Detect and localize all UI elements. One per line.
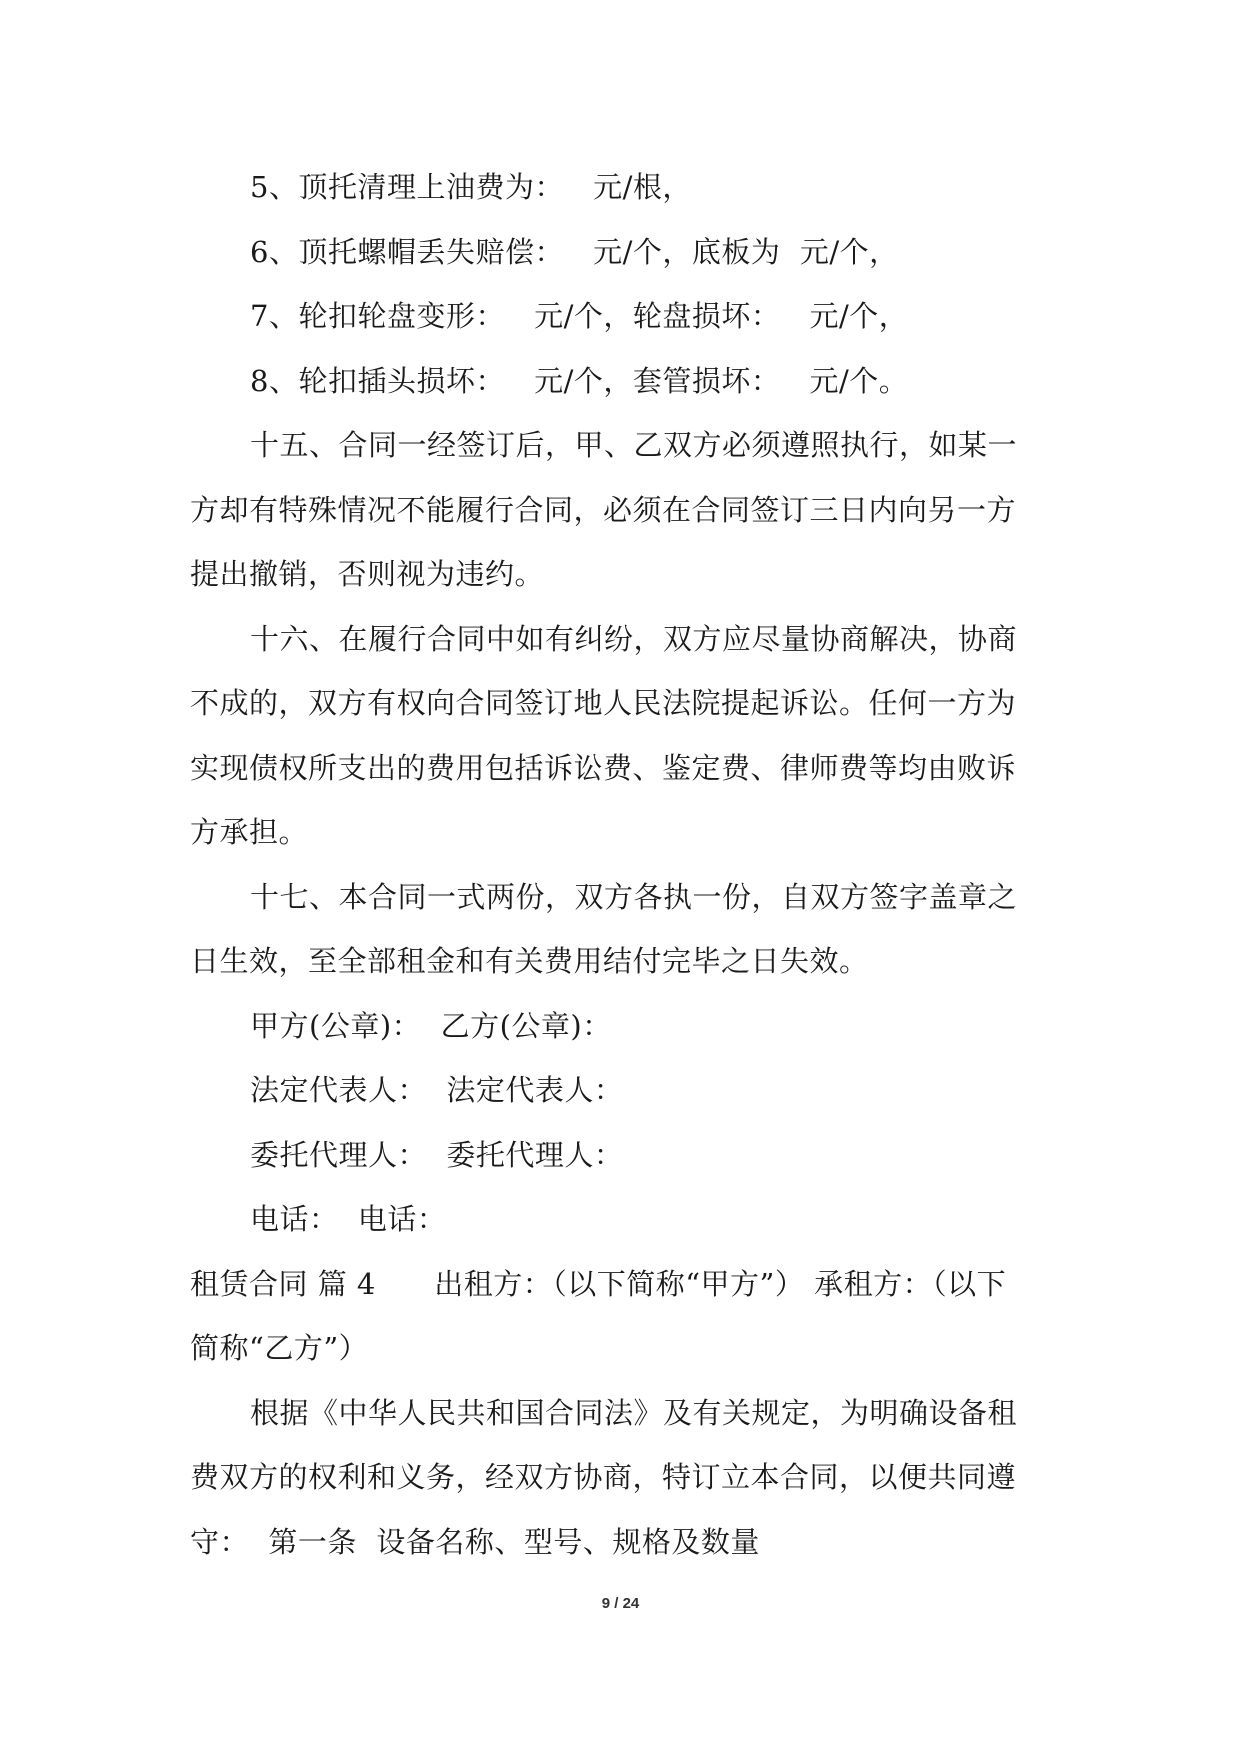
paragraph-sign-phone bbox=[190, 1187, 1060, 1252]
text-line: 租赁合同 篇 4 出租方：（以下简称“甲方”） 承租方：（以下 bbox=[190, 1266, 1007, 1301]
text-line: 守： 第一条 设备名称、型号、规格及数量 bbox=[190, 1524, 760, 1559]
document-body bbox=[190, 155, 1060, 1574]
text-line: 实现债权所支出的费用包括诉讼费、鉴定费、律师费等均由败诉 bbox=[190, 750, 1017, 785]
paragraph-clause-15 bbox=[190, 413, 1060, 607]
text-line: 5、顶托清理上油费为： 元/根， bbox=[250, 170, 692, 204]
paragraph-contract-4-intro bbox=[190, 1381, 1060, 1575]
paragraph-fee-8 bbox=[190, 349, 1060, 414]
paragraph-sign-rep bbox=[190, 1058, 1060, 1123]
text-line: 十六、在履行合同中如有纠纷，双方应尽量协商解决，协商 bbox=[250, 621, 1018, 656]
paragraph-fee-6 bbox=[190, 220, 1060, 285]
text-line: 费双方的权利和义务，经双方协商，特订立本合同，以便共同遵 bbox=[190, 1460, 1017, 1494]
text-line: 6、顶托螺帽丢失赔偿： 元/个，底板为 元/个， bbox=[250, 234, 899, 269]
text-line: 十五、合同一经签订后，甲、乙双方必须遵照执行，如某一 bbox=[250, 428, 1018, 462]
text-line: 8、轮扣插头损坏： 元/个，套管损坏： 元/个。 bbox=[250, 363, 909, 398]
paragraph-sign-agent bbox=[190, 1123, 1060, 1188]
text-line: 十七、本合同一式两份，双方各执一份，自双方签字盖章之 bbox=[250, 879, 1018, 914]
text-line: 不成的，双方有权向合同签订地人民法院提起诉讼。任何一方为 bbox=[190, 686, 1017, 720]
paragraph-clause-16 bbox=[190, 607, 1060, 865]
text-line: 简称“乙方”） bbox=[190, 1331, 369, 1365]
paragraph-contract-4-header bbox=[190, 1252, 1060, 1381]
text-line: 7、轮扣轮盘变形： 元/个，轮盘损坏： 元/个， bbox=[250, 299, 909, 333]
text-line: 委托代理人： 委托代理人： bbox=[250, 1137, 624, 1172]
text-line: 甲方(公章)： 乙方(公章)： bbox=[250, 1008, 612, 1043]
text-line: 方却有特殊情况不能履行合同，必须在合同签订三日内向另一方 bbox=[190, 492, 1017, 527]
text-line: 日生效，至全部租金和有关费用结付完毕之日失效。 bbox=[190, 944, 869, 978]
text-line: 电话： 电话： bbox=[250, 1202, 447, 1236]
paragraph-sign-party bbox=[190, 994, 1060, 1059]
text-line: 方承担。 bbox=[190, 815, 309, 849]
text-line: 提出撤销，否则视为违约。 bbox=[190, 557, 545, 591]
page-number: 9 / 24 bbox=[601, 1595, 640, 1612]
paragraph-fee-5 bbox=[190, 155, 1060, 220]
text-line: 根据《中华人民共和国合同法》及有关规定，为明确设备租 bbox=[250, 1395, 1018, 1430]
paragraph-clause-17 bbox=[190, 865, 1060, 994]
text-line: 法定代表人： 法定代表人： bbox=[250, 1073, 624, 1107]
paragraph-fee-7 bbox=[190, 284, 1060, 349]
